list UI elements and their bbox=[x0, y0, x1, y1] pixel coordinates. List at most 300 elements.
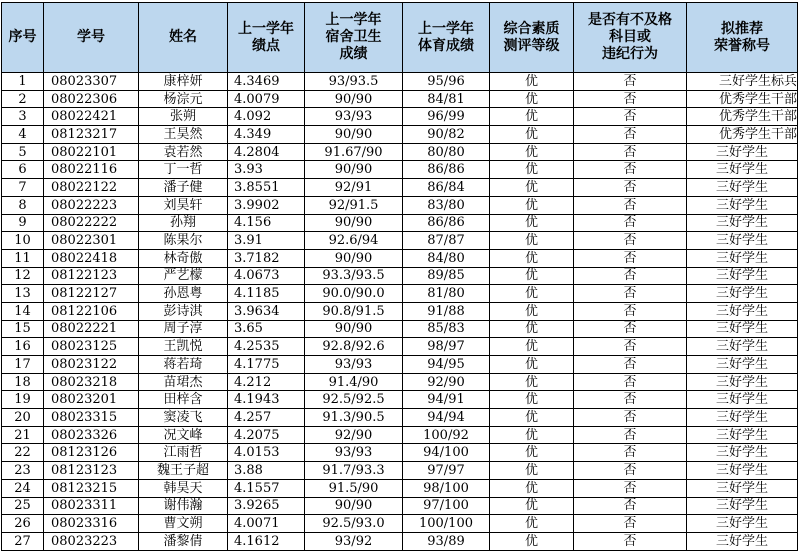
cell-name: 王昊然 bbox=[139, 126, 228, 144]
cell-student-id: 08023201 bbox=[44, 391, 139, 409]
cell-quality-grade: 优 bbox=[490, 356, 574, 374]
header-line: 宿舍卫生 bbox=[325, 29, 382, 45]
header-line: 违纪行为 bbox=[602, 46, 658, 62]
cell-honor: 三好学生 bbox=[687, 320, 798, 338]
cell-name: 田梓含 bbox=[139, 391, 228, 409]
cell-violation: 否 bbox=[574, 356, 687, 374]
cell-name: 窦凌飞 bbox=[139, 409, 228, 427]
cell-seq: 7 bbox=[2, 179, 44, 197]
cell-gpa: 4.2535 bbox=[228, 338, 305, 356]
cell-honor: 三好学生 bbox=[687, 373, 798, 391]
table-header bbox=[2, 3, 798, 73]
cell-dorm-score: 90/90 bbox=[305, 320, 403, 338]
cell-name: 刘昊轩 bbox=[139, 196, 228, 214]
table-row bbox=[2, 302, 798, 320]
header-line: 上一学年 bbox=[418, 20, 474, 37]
cell-quality-grade: 优 bbox=[490, 462, 574, 480]
cell-quality-grade: 优 bbox=[490, 532, 574, 550]
cell-dorm-score: 90/90 bbox=[305, 126, 403, 144]
cell-pe-score: 80/80 bbox=[403, 143, 490, 161]
cell-honor: 三好学生 bbox=[687, 214, 798, 232]
cell-quality-grade: 优 bbox=[490, 214, 574, 232]
cell-name: 谢伟瀚 bbox=[139, 497, 228, 515]
cell-pe-score: 85/83 bbox=[403, 320, 490, 338]
table-row bbox=[2, 249, 798, 267]
cell-violation: 否 bbox=[574, 267, 687, 285]
cell-student-id: 08023315 bbox=[44, 409, 139, 427]
cell-seq: 13 bbox=[2, 285, 44, 303]
cell-violation: 否 bbox=[574, 302, 687, 320]
cell-honor: 三好学生 bbox=[687, 161, 798, 179]
cell-pe-score: 89/85 bbox=[403, 267, 490, 285]
header-line: 科目或 bbox=[609, 29, 651, 45]
header-line: 绩点 bbox=[252, 37, 280, 54]
table-row bbox=[2, 444, 798, 462]
cell-honor: 三好学生 bbox=[687, 391, 798, 409]
header-gpa bbox=[228, 3, 305, 73]
cell-dorm-score: 93/93 bbox=[305, 108, 403, 126]
cell-seq: 15 bbox=[2, 320, 44, 338]
cell-pe-score: 81/80 bbox=[403, 285, 490, 303]
cell-gpa: 4.0079 bbox=[228, 90, 305, 108]
cell-violation: 否 bbox=[574, 285, 687, 303]
cell-seq: 16 bbox=[2, 338, 44, 356]
cell-name: 潘子健 bbox=[139, 179, 228, 197]
cell-name: 孙翔 bbox=[139, 214, 228, 232]
cell-name: 曹文朔 bbox=[139, 515, 228, 533]
cell-violation: 否 bbox=[574, 391, 687, 409]
header-line: 是否有不及格 bbox=[588, 12, 672, 28]
header-line: 荣誉称号 bbox=[714, 37, 770, 54]
cell-name: 袁若然 bbox=[139, 143, 228, 161]
cell-dorm-score: 91.7/93.3 bbox=[305, 462, 403, 480]
cell-dorm-score: 91.4/90 bbox=[305, 373, 403, 391]
cell-gpa: 4.1557 bbox=[228, 479, 305, 497]
cell-violation: 否 bbox=[574, 126, 687, 144]
cell-quality-grade: 优 bbox=[490, 479, 574, 497]
cell-pe-score: 97/97 bbox=[403, 462, 490, 480]
cell-pe-score: 100/92 bbox=[403, 426, 490, 444]
cell-quality-grade: 优 bbox=[490, 444, 574, 462]
cell-seq: 3 bbox=[2, 108, 44, 126]
cell-student-id: 08023218 bbox=[44, 373, 139, 391]
cell-pe-score: 94/95 bbox=[403, 356, 490, 374]
header-line: 成绩 bbox=[339, 46, 368, 62]
header-line: 序号 bbox=[8, 29, 37, 45]
cell-quality-grade: 优 bbox=[490, 232, 574, 250]
cell-pe-score: 92/90 bbox=[403, 373, 490, 391]
cell-violation: 否 bbox=[574, 249, 687, 267]
cell-student-id: 08022223 bbox=[44, 196, 139, 214]
cell-honor: 三好学生标兵 bbox=[687, 73, 798, 91]
header-line: 综合素质 bbox=[503, 20, 560, 37]
header-line: 拟推荐 bbox=[721, 20, 763, 37]
table-row bbox=[2, 320, 798, 338]
cell-violation: 否 bbox=[574, 232, 687, 250]
cell-gpa: 4.092 bbox=[228, 108, 305, 126]
table-row bbox=[2, 161, 798, 179]
cell-dorm-score: 92.5/93.0 bbox=[305, 515, 403, 533]
header-line: 学号 bbox=[77, 29, 105, 45]
cell-seq: 2 bbox=[2, 90, 44, 108]
cell-quality-grade: 优 bbox=[490, 320, 574, 338]
cell-student-id: 08023311 bbox=[44, 497, 139, 515]
cell-pe-score: 87/87 bbox=[403, 232, 490, 250]
cell-quality-grade: 优 bbox=[490, 285, 574, 303]
cell-name: 江雨哲 bbox=[139, 444, 228, 462]
cell-dorm-score: 90.0/90.0 bbox=[305, 285, 403, 303]
table-row bbox=[2, 214, 798, 232]
cell-violation: 否 bbox=[574, 409, 687, 427]
cell-gpa: 3.65 bbox=[228, 320, 305, 338]
cell-quality-grade: 优 bbox=[490, 126, 574, 144]
header-line: 测评等级 bbox=[503, 37, 560, 54]
cell-seq: 24 bbox=[2, 479, 44, 497]
cell-gpa: 4.1943 bbox=[228, 391, 305, 409]
cell-gpa: 4.212 bbox=[228, 373, 305, 391]
cell-pe-score: 84/80 bbox=[403, 249, 490, 267]
cell-gpa: 4.0673 bbox=[228, 267, 305, 285]
cell-violation: 否 bbox=[574, 479, 687, 497]
cell-honor: 三好学生 bbox=[687, 532, 798, 550]
cell-pe-score: 97/100 bbox=[403, 497, 490, 515]
cell-quality-grade: 优 bbox=[490, 196, 574, 214]
cell-dorm-score: 90/90 bbox=[305, 90, 403, 108]
table-body bbox=[2, 73, 798, 551]
cell-gpa: 3.9902 bbox=[228, 196, 305, 214]
cell-student-id: 08122123 bbox=[44, 267, 139, 285]
cell-honor: 优秀学生干部 bbox=[687, 90, 798, 108]
header-pe-score bbox=[403, 3, 490, 73]
header-line: 体育成绩 bbox=[418, 37, 474, 54]
cell-quality-grade: 优 bbox=[490, 90, 574, 108]
cell-violation: 否 bbox=[574, 108, 687, 126]
cell-seq: 4 bbox=[2, 126, 44, 144]
cell-dorm-score: 90/90 bbox=[305, 214, 403, 232]
cell-violation: 否 bbox=[574, 338, 687, 356]
cell-violation: 否 bbox=[574, 196, 687, 214]
cell-quality-grade: 优 bbox=[490, 108, 574, 126]
cell-student-id: 08022116 bbox=[44, 161, 139, 179]
cell-pe-score: 94/94 bbox=[403, 409, 490, 427]
cell-dorm-score: 92/91 bbox=[305, 179, 403, 197]
table-row bbox=[2, 285, 798, 303]
cell-gpa: 4.349 bbox=[228, 126, 305, 144]
cell-name: 魏王子超 bbox=[139, 462, 228, 480]
table-row bbox=[2, 479, 798, 497]
header-line: 姓名 bbox=[169, 29, 197, 45]
cell-pe-score: 95/96 bbox=[403, 73, 490, 91]
cell-violation: 否 bbox=[574, 515, 687, 533]
table-row bbox=[2, 267, 798, 285]
table-row bbox=[2, 409, 798, 427]
cell-student-id: 08022306 bbox=[44, 90, 139, 108]
header-line: 上一学年 bbox=[325, 12, 382, 28]
cell-name: 杨淙元 bbox=[139, 90, 228, 108]
cell-honor: 三好学生 bbox=[687, 479, 798, 497]
cell-dorm-score: 93/93.5 bbox=[305, 73, 403, 91]
table-row bbox=[2, 462, 798, 480]
cell-pe-score: 83/80 bbox=[403, 196, 490, 214]
cell-name: 严艺檬 bbox=[139, 267, 228, 285]
table-row bbox=[2, 179, 798, 197]
cell-honor: 三好学生 bbox=[687, 249, 798, 267]
cell-honor: 三好学生 bbox=[687, 302, 798, 320]
cell-honor: 三好学生 bbox=[687, 338, 798, 356]
cell-gpa: 3.9265 bbox=[228, 497, 305, 515]
cell-gpa: 3.88 bbox=[228, 462, 305, 480]
cell-violation: 否 bbox=[574, 143, 687, 161]
cell-quality-grade: 优 bbox=[490, 426, 574, 444]
cell-pe-score: 100/100 bbox=[403, 515, 490, 533]
cell-honor: 三好学生 bbox=[687, 232, 798, 250]
cell-quality-grade: 优 bbox=[490, 373, 574, 391]
cell-seq: 25 bbox=[2, 497, 44, 515]
cell-gpa: 4.0153 bbox=[228, 444, 305, 462]
cell-name: 张朔 bbox=[139, 108, 228, 126]
header-name bbox=[139, 3, 228, 73]
cell-seq: 22 bbox=[2, 444, 44, 462]
cell-name: 王凯悦 bbox=[139, 338, 228, 356]
cell-quality-grade: 优 bbox=[490, 302, 574, 320]
cell-violation: 否 bbox=[574, 444, 687, 462]
cell-dorm-score: 91.3/90.5 bbox=[305, 409, 403, 427]
cell-quality-grade: 优 bbox=[490, 143, 574, 161]
header-dorm-score bbox=[305, 3, 403, 73]
cell-honor: 三好学生 bbox=[687, 515, 798, 533]
cell-quality-grade: 优 bbox=[490, 267, 574, 285]
cell-pe-score: 86/84 bbox=[403, 179, 490, 197]
cell-dorm-score: 92/91.5 bbox=[305, 196, 403, 214]
cell-gpa: 3.91 bbox=[228, 232, 305, 250]
table-row bbox=[2, 108, 798, 126]
cell-honor: 三好学生 bbox=[687, 267, 798, 285]
cell-violation: 否 bbox=[574, 214, 687, 232]
header-quality-grade bbox=[490, 3, 574, 73]
cell-quality-grade: 优 bbox=[490, 73, 574, 91]
cell-gpa: 4.1775 bbox=[228, 356, 305, 374]
cell-seq: 21 bbox=[2, 426, 44, 444]
cell-seq: 9 bbox=[2, 214, 44, 232]
cell-honor: 三好学生 bbox=[687, 426, 798, 444]
table-row bbox=[2, 338, 798, 356]
cell-violation: 否 bbox=[574, 426, 687, 444]
cell-violation: 否 bbox=[574, 373, 687, 391]
cell-violation: 否 bbox=[574, 179, 687, 197]
cell-dorm-score: 93/93 bbox=[305, 444, 403, 462]
cell-honor: 三好学生 bbox=[687, 444, 798, 462]
cell-student-id: 08023122 bbox=[44, 356, 139, 374]
cell-violation: 否 bbox=[574, 497, 687, 515]
cell-dorm-score: 93.3/93.5 bbox=[305, 267, 403, 285]
cell-violation: 否 bbox=[574, 320, 687, 338]
cell-dorm-score: 92.6/94 bbox=[305, 232, 403, 250]
table-row bbox=[2, 497, 798, 515]
cell-gpa: 3.7182 bbox=[228, 249, 305, 267]
cell-gpa: 4.0071 bbox=[228, 515, 305, 533]
cell-name: 周子淳 bbox=[139, 320, 228, 338]
header-seq bbox=[2, 3, 44, 73]
table-row bbox=[2, 532, 798, 550]
cell-student-id: 08023326 bbox=[44, 426, 139, 444]
cell-quality-grade: 优 bbox=[490, 497, 574, 515]
cell-seq: 1 bbox=[2, 73, 44, 91]
honor-recommendation-table bbox=[1, 2, 798, 551]
cell-name: 苗珺杰 bbox=[139, 373, 228, 391]
cell-seq: 11 bbox=[2, 249, 44, 267]
cell-student-id: 08023125 bbox=[44, 338, 139, 356]
cell-pe-score: 94/100 bbox=[403, 444, 490, 462]
cell-pe-score: 94/91 bbox=[403, 391, 490, 409]
cell-name: 林奇傲 bbox=[139, 249, 228, 267]
cell-name: 彭诗淇 bbox=[139, 302, 228, 320]
cell-student-id: 08022221 bbox=[44, 320, 139, 338]
cell-dorm-score: 92.5/92.5 bbox=[305, 391, 403, 409]
cell-gpa: 3.93 bbox=[228, 161, 305, 179]
cell-pe-score: 98/100 bbox=[403, 479, 490, 497]
cell-violation: 否 bbox=[574, 90, 687, 108]
cell-violation: 否 bbox=[574, 532, 687, 550]
cell-violation: 否 bbox=[574, 462, 687, 480]
table-row bbox=[2, 90, 798, 108]
cell-quality-grade: 优 bbox=[490, 391, 574, 409]
table-row bbox=[2, 391, 798, 409]
cell-honor: 三好学生 bbox=[687, 143, 798, 161]
cell-pe-score: 98/97 bbox=[403, 338, 490, 356]
cell-seq: 23 bbox=[2, 462, 44, 480]
cell-gpa: 4.1185 bbox=[228, 285, 305, 303]
cell-seq: 20 bbox=[2, 409, 44, 427]
cell-gpa: 3.8551 bbox=[228, 179, 305, 197]
cell-seq: 5 bbox=[2, 143, 44, 161]
cell-seq: 6 bbox=[2, 161, 44, 179]
cell-pe-score: 96/99 bbox=[403, 108, 490, 126]
cell-quality-grade: 优 bbox=[490, 409, 574, 427]
cell-student-id: 08022301 bbox=[44, 232, 139, 250]
table-row bbox=[2, 232, 798, 250]
cell-dorm-score: 90/90 bbox=[305, 249, 403, 267]
table-row bbox=[2, 515, 798, 533]
cell-dorm-score: 90/90 bbox=[305, 497, 403, 515]
table-row bbox=[2, 196, 798, 214]
cell-name: 况文峰 bbox=[139, 426, 228, 444]
cell-honor: 三好学生 bbox=[687, 179, 798, 197]
cell-student-id: 08123123 bbox=[44, 462, 139, 480]
cell-honor: 三好学生 bbox=[687, 285, 798, 303]
cell-dorm-score: 91.5/90 bbox=[305, 479, 403, 497]
cell-violation: 否 bbox=[574, 161, 687, 179]
cell-seq: 26 bbox=[2, 515, 44, 533]
cell-dorm-score: 92.8/92.6 bbox=[305, 338, 403, 356]
cell-pe-score: 84/81 bbox=[403, 90, 490, 108]
cell-name: 蒋若琦 bbox=[139, 356, 228, 374]
cell-dorm-score: 92/90 bbox=[305, 426, 403, 444]
cell-student-id: 08122127 bbox=[44, 285, 139, 303]
cell-honor: 三好学生 bbox=[687, 497, 798, 515]
cell-student-id: 08022421 bbox=[44, 108, 139, 126]
table-row bbox=[2, 373, 798, 391]
cell-student-id: 08022222 bbox=[44, 214, 139, 232]
cell-student-id: 08023316 bbox=[44, 515, 139, 533]
cell-student-id: 08022101 bbox=[44, 143, 139, 161]
table-row bbox=[2, 143, 798, 161]
table-row bbox=[2, 356, 798, 374]
header-line: 上一学年 bbox=[238, 20, 294, 37]
cell-dorm-score: 90/90 bbox=[305, 161, 403, 179]
header-violation bbox=[574, 3, 687, 73]
cell-name: 丁一哲 bbox=[139, 161, 228, 179]
cell-quality-grade: 优 bbox=[490, 249, 574, 267]
cell-pe-score: 86/86 bbox=[403, 161, 490, 179]
cell-quality-grade: 优 bbox=[490, 179, 574, 197]
header-honor bbox=[687, 3, 798, 73]
cell-gpa: 4.3469 bbox=[228, 73, 305, 91]
cell-student-id: 08123126 bbox=[44, 444, 139, 462]
table-row bbox=[2, 426, 798, 444]
cell-quality-grade: 优 bbox=[490, 338, 574, 356]
cell-pe-score: 90/82 bbox=[403, 126, 490, 144]
cell-gpa: 4.2075 bbox=[228, 426, 305, 444]
cell-student-id: 08122106 bbox=[44, 302, 139, 320]
header-student-id bbox=[44, 3, 139, 73]
cell-gpa: 4.257 bbox=[228, 409, 305, 427]
table-row bbox=[2, 73, 798, 91]
cell-gpa: 4.2804 bbox=[228, 143, 305, 161]
cell-gpa: 3.9634 bbox=[228, 302, 305, 320]
cell-dorm-score: 91.67/90 bbox=[305, 143, 403, 161]
table-row bbox=[2, 126, 798, 144]
cell-dorm-score: 93/93 bbox=[305, 356, 403, 374]
cell-honor: 优秀学生干部 bbox=[687, 126, 798, 144]
cell-student-id: 08023307 bbox=[44, 73, 139, 91]
header-row bbox=[2, 3, 798, 73]
cell-honor: 三好学生 bbox=[687, 409, 798, 427]
cell-seq: 17 bbox=[2, 356, 44, 374]
cell-seq: 10 bbox=[2, 232, 44, 250]
cell-student-id: 08123217 bbox=[44, 126, 139, 144]
cell-honor: 三好学生 bbox=[687, 196, 798, 214]
cell-gpa: 4.1612 bbox=[228, 532, 305, 550]
cell-student-id: 08022122 bbox=[44, 179, 139, 197]
cell-seq: 14 bbox=[2, 302, 44, 320]
cell-pe-score: 91/88 bbox=[403, 302, 490, 320]
cell-pe-score: 86/86 bbox=[403, 214, 490, 232]
cell-seq: 19 bbox=[2, 391, 44, 409]
cell-seq: 8 bbox=[2, 196, 44, 214]
cell-quality-grade: 优 bbox=[490, 515, 574, 533]
cell-seq: 12 bbox=[2, 267, 44, 285]
cell-name: 孙恩粤 bbox=[139, 285, 228, 303]
cell-dorm-score: 90.8/91.5 bbox=[305, 302, 403, 320]
cell-name: 潘黎倩 bbox=[139, 532, 228, 550]
cell-student-id: 08123215 bbox=[44, 479, 139, 497]
cell-name: 韩昊天 bbox=[139, 479, 228, 497]
cell-honor: 三好学生 bbox=[687, 356, 798, 374]
cell-honor: 三好学生 bbox=[687, 462, 798, 480]
cell-gpa: 4.156 bbox=[228, 214, 305, 232]
cell-dorm-score: 93/92 bbox=[305, 532, 403, 550]
cell-seq: 18 bbox=[2, 373, 44, 391]
cell-student-id: 08022418 bbox=[44, 249, 139, 267]
cell-student-id: 08023223 bbox=[44, 532, 139, 550]
cell-violation: 否 bbox=[574, 73, 687, 91]
cell-pe-score: 93/89 bbox=[403, 532, 490, 550]
cell-seq: 27 bbox=[2, 532, 44, 550]
cell-quality-grade: 优 bbox=[490, 161, 574, 179]
cell-name: 陈果尔 bbox=[139, 232, 228, 250]
cell-name: 康梓妍 bbox=[139, 73, 228, 91]
cell-honor: 优秀学生干部 bbox=[687, 108, 798, 126]
